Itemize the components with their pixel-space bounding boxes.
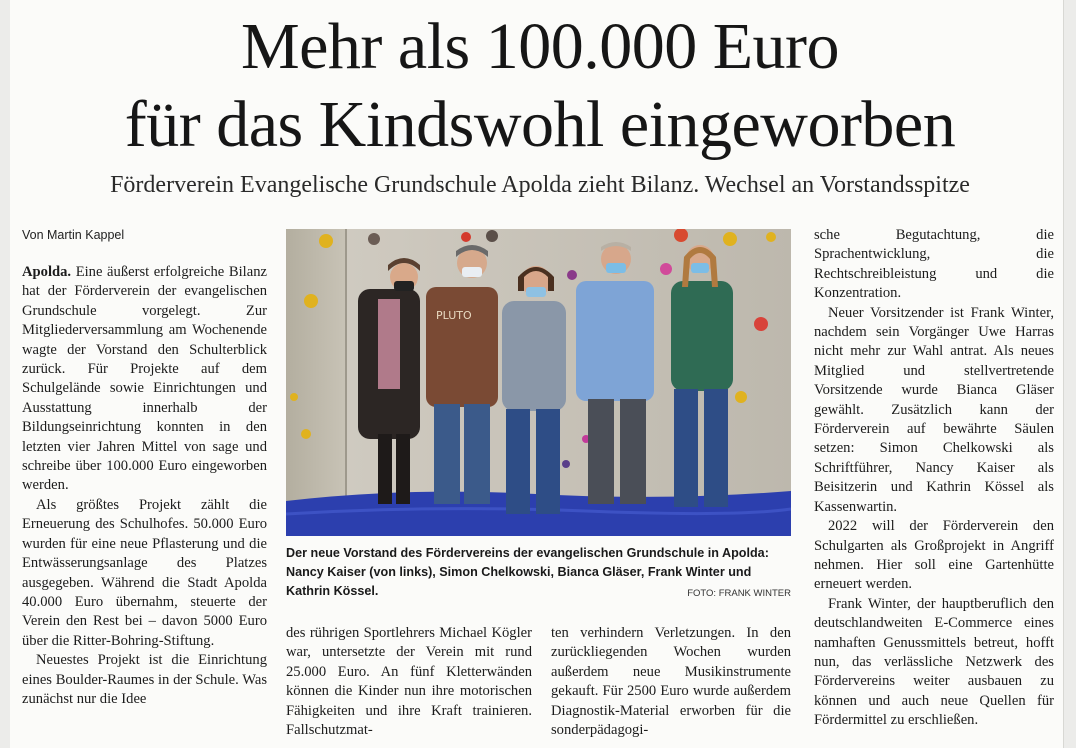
article-column-1 bbox=[22, 263, 267, 709]
headline-line-1: Mehr als 100.000 Euro bbox=[240, 10, 840, 83]
article-paragraph: Neuestes Projekt ist die Einrichtung eines Boulder-Raumes in der Schule. Was zunächst nur die Idee bbox=[22, 652, 267, 707]
paragraph-text: Eine äußerst erfolgreiche Bilanz hat der Förderverein der evangelischen Grundschule vorgelegt. Zur Mitgliederversammlung am Wochenende wagte der Vorstand den Schulterblick zurück. Für Projekte auf dem Schulgelände sowie Einrichtungen und Ausstattung innerhalb der Bildungseinrichtung konnten in den letzten vier Jahren Mittel von sage und schreibe über 100.000 Euro eingeworben werden. bbox=[22, 264, 267, 494]
shirt-text: PLUTO bbox=[436, 309, 472, 322]
page-edge-left bbox=[0, 0, 10, 748]
photo-credit: FOTO: FRANK WINTER bbox=[687, 588, 791, 599]
article-column-3 bbox=[551, 624, 791, 740]
article-paragraph: 2022 will der Förderverein den Schulgarten als Großprojekt in Angriff nehmen. Hier soll eine Gartenhütte erneuert werden. bbox=[814, 518, 1054, 593]
photo-caption: Der neue Vorstand des Fördervereins der evangelischen Grundschule in Apolda: Nancy Kaiser (von links), Simon Chelkowski, Bianca Gläser, Frank Winter und Kathrin Kössel. bbox=[286, 546, 769, 598]
dateline: Apolda. bbox=[22, 264, 72, 280]
article-column-4 bbox=[814, 226, 1054, 731]
headline-line-2: für das Kindswohl eingeworben bbox=[124, 88, 956, 161]
photo-illustration bbox=[286, 229, 791, 536]
article-paragraph: des rührigen Sportlehrers Michael Kögler war, untersetzte der Verein mit rund 25.000 Euro. An fünf Kletterwänden können die Kinder nun ihre motorischen Fähigkeiten und ihre Kraft trainieren. Fallschutzmat- bbox=[286, 625, 532, 739]
subheadline: Förderverein Evangelische Grundschule Apolda zieht Bilanz. Wechsel an Vorstandsspitze bbox=[110, 172, 970, 198]
article-paragraph: ten verhindern Verletzungen. In den zurückliegenden Wochen wurden außerdem neue Musikinstrumente gekauft. Für 2500 Euro wurde außerdem Diagnostik-Material erworben für die sonderpädagogi- bbox=[551, 625, 791, 739]
byline: Von Martin Kappel bbox=[22, 228, 125, 242]
article-paragraph bbox=[22, 263, 267, 496]
article-paragraph: sche Begutachtung, die Sprachentwicklung, die Rechtschreibleistung und die Konzentration. bbox=[814, 227, 1054, 302]
page-edge-right bbox=[1063, 0, 1076, 748]
article-paragraph: Neuer Vorsitzender ist Frank Winter, nachdem sein Vorgänger Uwe Harras nicht mehr zur Wahl antrat. Als neues Mitglied und stellvertretende Vorsitzende wurde Bianca Gläser gewählt. Zusätzlich kann der Förderverein auf bewährte Säulen setzen: Simon Chelkowski als Schriftführer, Nancy Kaiser als Beisitzerin und Kathrin Kössel als Kassenwartin. bbox=[814, 304, 1054, 515]
article-column-2 bbox=[286, 624, 532, 740]
article-paragraph: Frank Winter, der hauptberuflich den deutschlandweiten E-Commerce eines namhaften Genussmittels betreut, hofft nun, das verlässliche Netzwerk des Fördervereins weiter ausbauen zu können und auch neue Quellen für Fördermittel zu erschließen. bbox=[814, 595, 1054, 729]
article-paragraph: Als größtes Projekt zählt die Erneuerung des Schulhofes. 50.000 Euro wurden für eine neue Pflasterung und die Entwässerungsanlage des Platzes ausgegeben. Während die Stadt Apolda 40.000 Euro übernahm, steuerte der Verein den Rest bei – davon 5000 Euro über die Ritter-Bohring-Stiftung. bbox=[22, 496, 267, 649]
article-photo bbox=[286, 229, 791, 536]
